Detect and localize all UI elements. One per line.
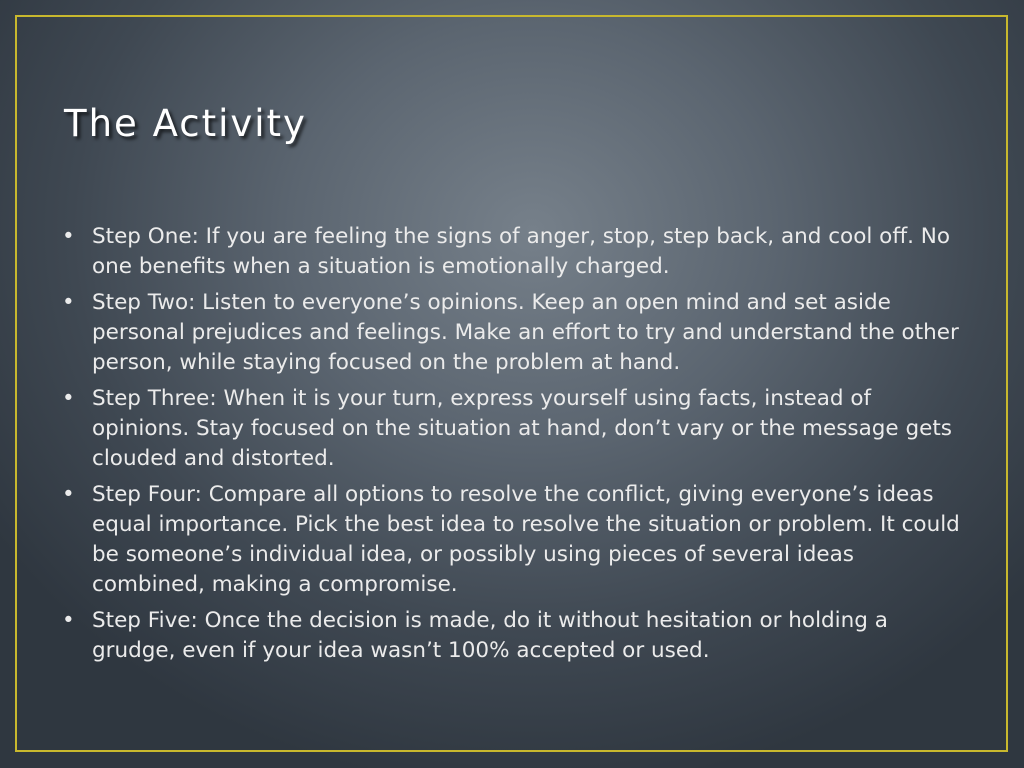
bullet-text: Step Five: Once the decision is made, do it without hesitation or holding a grudge, even if your idea wasn’t 100% accepted or used. bbox=[92, 608, 888, 663]
bullet-list bbox=[62, 222, 967, 672]
bullet-icon: • bbox=[62, 386, 75, 411]
bullet-text: Step Three: When it is your turn, express yourself using facts, instead of opinions. Stay focused on the situation at hand, don’t vary or the message gets clouded and distorted. bbox=[92, 386, 952, 471]
bullet-text: Step Four: Compare all options to resolve the conflict, giving everyone’s ideas equal importance. Pick the best idea to resolve the situation or problem. It could be someone’s individual idea, or possibly using pieces of several ideas combined, making a compromise. bbox=[92, 482, 960, 597]
bullet-step-five bbox=[62, 606, 967, 666]
bullet-step-four bbox=[62, 480, 967, 600]
bullet-step-two bbox=[62, 288, 967, 378]
bullet-icon: • bbox=[62, 224, 75, 249]
bullet-icon: • bbox=[62, 482, 75, 507]
bullet-text: Step Two: Listen to everyone’s opinions. Keep an open mind and set aside personal prejudices and feelings. Make an effort to try and understand the other person, while staying focused on the problem at hand. bbox=[92, 290, 959, 375]
bullet-text: Step One: If you are feeling the signs of anger, stop, step back, and cool off. No one benefits when a situation is emotionally charged. bbox=[92, 224, 951, 279]
bullet-step-one bbox=[62, 222, 967, 282]
slide-title: The Activity bbox=[64, 102, 307, 145]
bullet-icon: • bbox=[62, 290, 75, 315]
bullet-icon: • bbox=[62, 608, 75, 633]
bullet-step-three bbox=[62, 384, 967, 474]
